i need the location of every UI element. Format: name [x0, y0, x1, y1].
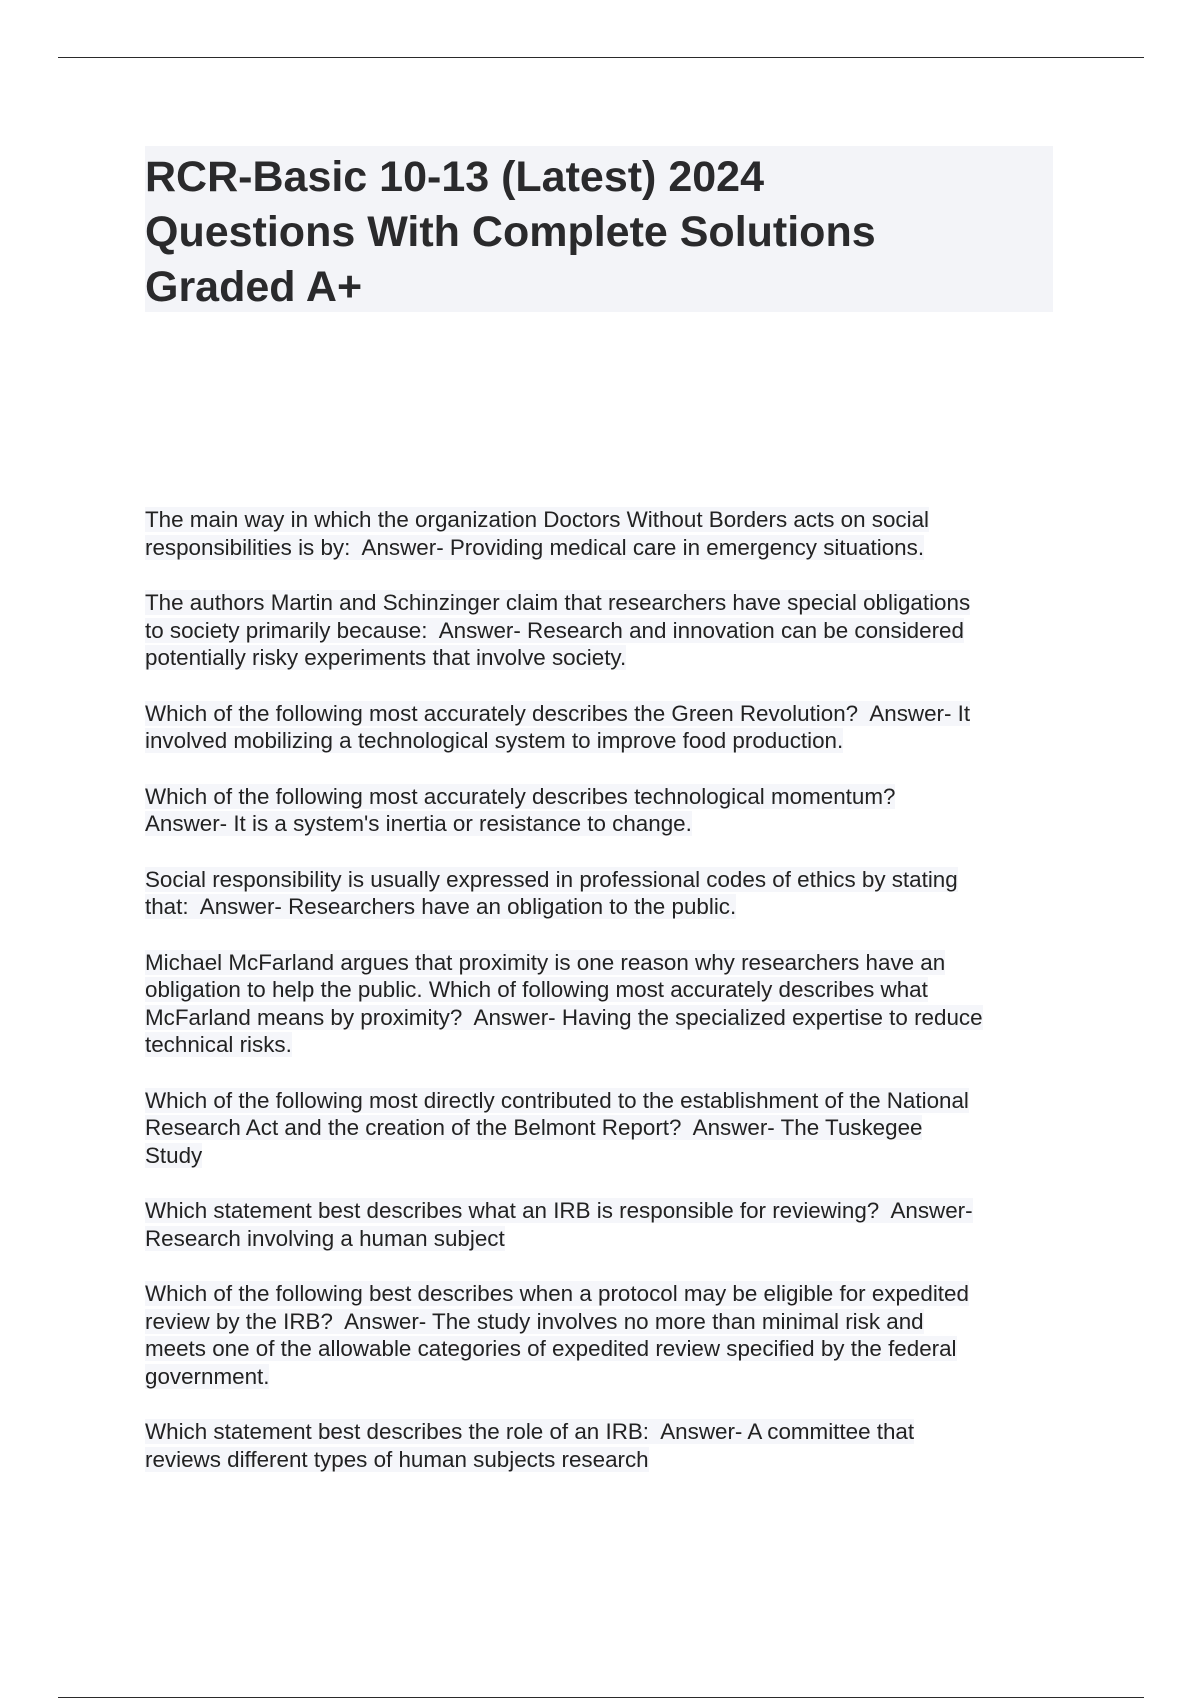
qa-line: Social responsibility is usually expressed in professional codes of ethics by stating — [145, 866, 958, 892]
qa-line: Michael McFarland argues that proximity is one reason why researchers have an — [145, 949, 946, 975]
qa-line: Which statement best describes what an IRB is responsible for reviewing? Answer- — [145, 1198, 973, 1223]
qa-line: Which of the following best describes when a protocol may be eligible for expedited — [145, 1281, 969, 1306]
qa-line: The main way in which the organization Doctors Without Borders acts on social — [145, 507, 930, 532]
qa-line: Research Act and the creation of the Belmont Report? Answer- The Tuskegee — [145, 1115, 923, 1140]
title-line: Questions With Complete Solutions — [145, 208, 876, 256]
qa-line: involved mobilizing a technological system to improve food production. — [145, 728, 844, 753]
qa-line: The authors Martin and Schinzinger claim that researchers have special obligations — [145, 590, 971, 615]
question-answer-list — [145, 506, 1065, 1501]
qa-item — [145, 949, 1065, 1059]
document-title — [145, 150, 1045, 315]
qa-line: Which of the following most directly contributed to the establishment of the National — [145, 1087, 969, 1113]
qa-item — [145, 1418, 1065, 1473]
title-line: Graded A+ — [145, 263, 363, 311]
qa-line: that: Answer- Researchers have an obligation to the public. — [145, 894, 737, 919]
qa-item — [145, 1197, 1065, 1252]
qa-line: Which of the following most accurately describes the Green Revolution? Answer- It — [145, 700, 971, 726]
title-line: RCR-Basic 10-13 (Latest) 2024 — [145, 153, 764, 201]
qa-line: meets one of the allowable categories of expedited review specified by the federal — [145, 1336, 957, 1361]
qa-item — [145, 700, 1065, 755]
qa-line: Which of the following most accurately describes technological momentum? — [145, 783, 896, 809]
qa-line: responsibilities is by: Answer- Providing medical care in emergency situations. — [145, 534, 925, 560]
qa-item — [145, 1087, 1065, 1170]
qa-line: reviews different types of human subjects research — [145, 1446, 649, 1472]
qa-line: Answer- It is a system's inertia or resistance to change. — [145, 811, 692, 836]
qa-line: Study — [145, 1142, 203, 1168]
header-rule — [58, 57, 1144, 58]
qa-line: government. — [145, 1363, 270, 1389]
qa-line: potentially risky experiments that involve society. — [145, 645, 627, 670]
qa-line: review by the IRB? Answer- The study involves no more than minimal risk and — [145, 1308, 924, 1334]
qa-item — [145, 783, 1065, 838]
qa-line: obligation to help the public. Which of following most accurately describes what — [145, 977, 928, 1002]
qa-line: Which statement best describes the role of an IRB: Answer- A committee that — [145, 1419, 915, 1444]
qa-line: technical risks. — [145, 1032, 292, 1057]
qa-item — [145, 1280, 1065, 1390]
qa-line: McFarland means by proximity? Answer- Having the specialized expertise to reduce — [145, 1004, 983, 1030]
qa-item — [145, 866, 1065, 921]
qa-item — [145, 506, 1065, 561]
qa-line: to society primarily because: Answer- Research and innovation can be considered — [145, 617, 964, 643]
title-block — [145, 146, 1053, 312]
footer-rule — [58, 1697, 1144, 1698]
qa-line: Research involving a human subject — [145, 1225, 505, 1251]
qa-item — [145, 589, 1065, 672]
